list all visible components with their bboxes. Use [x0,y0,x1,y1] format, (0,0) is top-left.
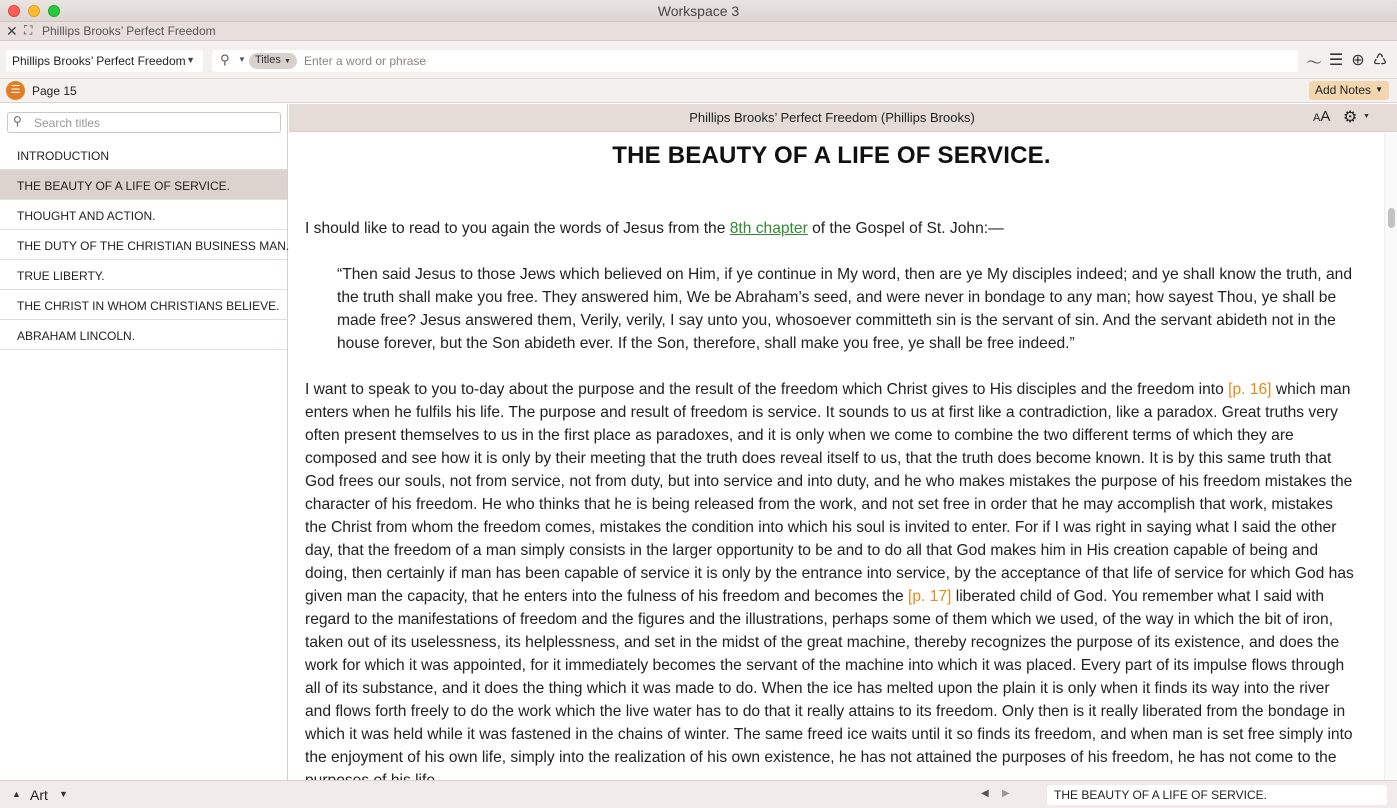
toolbar [0,41,1397,79]
tab-title[interactable]: Phillips Brooks’ Perfect Freedom [42,24,216,38]
book-selector-label: Phillips Brooks’ Perfect Freedom [12,54,186,68]
intro-text: I should like to read to you again the words of Jesus from the [305,220,730,237]
next-arrow-icon[interactable]: ▶ [1002,788,1010,799]
page-number: Page 15 [32,84,77,98]
page-bar [0,79,1397,103]
intro-text-end: of the Gospel of St. John:— [807,220,1004,237]
reader-scrollbar[interactable] [1384,133,1397,780]
chevron-down-icon: ▼ [186,55,195,65]
chevron-down-icon: ▼ [283,58,291,65]
reader-header [289,104,1397,132]
search-mode-label: Titles [255,54,281,66]
book-selector[interactable] [6,50,203,72]
toc-item-christ-in-whom[interactable]: THE CHRIST IN WHOM CHRISTIANS BELIEVE. [0,290,287,320]
add-notes-label: Add Notes [1315,83,1372,97]
scrollbar-thumb[interactable] [1388,208,1395,228]
body-text: I want to speak to you to-day about the purpose and the result of the freedom which Christ gives to His disciples and the freedom into [305,381,1229,398]
toc-item-true-liberty[interactable]: TRUE LIBERTY. [0,260,287,290]
reader-content [289,133,1384,780]
toc-item-christian-business-man[interactable]: THE DUTY OF THE CHRISTIAN BUSINESS MAN. [0,230,287,260]
recycle-icon[interactable]: ♺ [1372,52,1388,69]
wave-icon[interactable]: 〜 [1305,55,1322,72]
chevron-down-icon[interactable]: ▼ [1363,113,1370,120]
body-paragraph [305,378,1358,792]
chevron-up-icon[interactable]: ▲ [12,789,21,799]
chapter-title: THE BEAUTY OF A LIFE OF SERVICE. [612,142,1051,169]
search-bar [212,50,1298,72]
tab-bar [0,22,1397,41]
toc-item-thought-and-action[interactable]: THOUGHT AND ACTION. [0,200,287,230]
window-title: Workspace 3 [657,3,740,19]
expand-icon[interactable]: ⛶ [24,23,33,37]
body-text: which man enters when he fulfils his life. The purpose and result of freedom is service. It sounds to us at first like a contradiction, like a paradox. Great truths very often present themselves to us in the first place as paradoxes, and it is only when we come to combine the two different terms of which they are composed and see how it is only by their meeting that the truth does reveal itself to us, that the truth does become known. It is by this same truth that God frees our souls, not from service, not from duty, but into service and into duty, and he who makes mistakes the purpose of his freedom mistakes the character of his freedom. He who thinks that he is being released from the work, and not set free in order that he may accomplish that work, mistakes the Christ from whom the freedom comes, mistakes the condition into which his soul is invited to enter. For if I was right in saying what I said the other day, that the freedom of a man simply consists in the larger opportunity to be and to do all that God makes him in His creation capable of being and doing, then certainly if man has been capable of service it is only by the entrance into service, by the acceptance of that life of service for which God has given man the capacity, that he enters into the fulness of his freedom and becomes the [305,381,1354,605]
chevron-down-icon[interactable]: ▼ [59,789,68,799]
toc-list [0,140,290,350]
chevron-down-icon: ▼ [1375,85,1383,94]
page-ref-16[interactable]: [p. 16] [1228,381,1272,398]
page-ref-17[interactable]: [p. 17] [908,588,952,605]
table-of-contents-icon[interactable]: ☰ [6,81,25,100]
search-icon[interactable]: ⚲ [220,52,230,67]
collection-label[interactable]: Art [30,787,48,803]
status-bar [0,780,1397,808]
close-tab-icon[interactable]: ✕ [6,23,18,39]
intro-paragraph [305,217,1358,240]
toc-item-introduction[interactable]: INTRODUCTION [0,140,287,170]
chapter-link[interactable]: 8th chapter [729,220,808,237]
add-notes-button[interactable] [1309,81,1389,100]
search-icon: ⚲ [13,114,22,128]
previous-arrow-icon[interactable]: ◀ [981,788,989,799]
body-text: liberated child of God. You remember what I said with regard to the manifestations of freedom and the figures and the illustrations, perhaps some of them which we used, of the way in which the bit of iron, taken out of its uselessness, its helplessness, and set in the midst of the great machine, thereby recognizes the purpose of its existence, and does the work for which it was appointed, for it immediately becomes the servant of the machine into which it was placed. Every part of its impulse flows through all of its substance, and it does the thing which it was made to do. When the ice has melted upon the plain it is only when it finds its way into the river and flows forth freely to do the work which the live water has to do that it really attains to its freedom. Only then is it really liberated from the bondage in which it was held while it was fastened in the chains of winter. The same freed ice waits until it so finds its freedom, and when man is set free simply into the enjoyment of his own life, simply into the realization of his own existence, he has not attained the purposes of his freedom, he has not come to the [305,588,1353,766]
book-title: Phillips Brooks’ Perfect Freedom (Phillips Brooks) [689,110,975,125]
toc-item-beauty-of-service[interactable]: THE BEAUTY OF A LIFE OF SERVICE. [0,170,287,200]
toc-item-abraham-lincoln[interactable]: ABRAHAM LINCOLN. [0,320,287,350]
title-search-input[interactable] [34,114,274,131]
plus-circle-icon[interactable]: ⊕ [1351,52,1365,69]
list-icon[interactable]: ☰ [1328,52,1344,69]
font-size-button[interactable]: AA [1313,108,1331,125]
font-size-small-icon: A [1313,112,1321,124]
sidebar [0,104,288,780]
title-bar [0,0,1397,22]
search-input[interactable] [304,51,1284,71]
scripture-quote: “Then said Jesus to those Jews which believed on Him, if ye continue in My word, then are ye My disciples indeed; and ye shall know the truth, and the truth shall make you free. They answered him, We be Abraham’s seed, and were never in bondage to any man; how sayest Thou, ye shall be made free? Jesus answered them, Verily, verily, I say unto you, whosoever committeth sin is the servant of sin. And the servant abideth not in the house forever, but the Son abideth ever. If the Son, therefore, shall make you free, ye shall be free indeed.” [337,266,1352,352]
search-mode-pill[interactable] [249,53,297,69]
gear-icon[interactable]: ⚙ [1343,109,1358,126]
search-options-chevron-icon[interactable]: ▼ [238,55,246,64]
location-field[interactable]: THE BEAUTY OF A LIFE OF SERVICE. [1047,785,1387,805]
title-search [7,112,281,133]
